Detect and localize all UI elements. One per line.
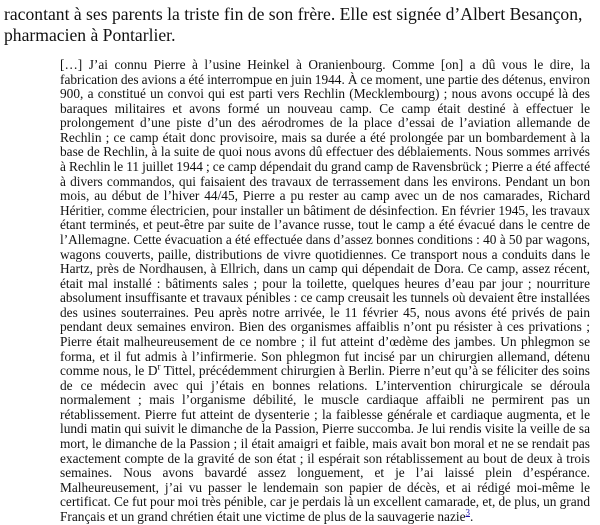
intro-paragraph: racontant à ses parents la triste fin de son frère. Elle est signée d’Albert Besançon, pharmacien à Pontarlier. [4,4,583,45]
quote-text-part-2: Tittel, précédemment chirurgien à Berlin. Pierre n’eut qu’à se féliciter des soins de ce médecin avec qui j’étais en bonnes relations. L’intervention chirurgicale se déroula normalement ; mais l’organisme débilité, le muscle cardiaque affaibli ne permirent pas un rétablissement. Pierre fut atteint de dysenterie ; la faiblesse générale et cardiaque augmenta, et le lundi matin qui suivit le dimanche de la Passion, Pierre succomba. Je lui rendis visite la veille de sa mort, le dimanche de la Passion ; il était amaigri et faible, mais avait bon moral et ne se rendait pas exactement compte de la gravité de son état ; il espérait son rétablissement au bout de deux à trois semaines. Nous avons bavardé assez longuement, et je l’ai laissé plein d’espérance. Malheureusement, j’ai vu passer le lendemain son papier de décès, et ai rédigé moi-même le certificat. Ce fut pour moi très pénible, car je perdais là un excellent camarade, et, de plus, un grand Français et un grand chrétien était une victime de plus de la sauvagerie nazie [60,363,590,524]
footnote-link[interactable]: 3 [465,507,471,518]
quote-text-part-1: […] J’ai connu Pierre à l’usine Heinkel à Oranienbourg. Comme [on] a dû vous le dire, la fabrication des avions a été interrompue en juin 1944. À ce moment, une partie des détenus, environ 900, a constitué un convoi qui est parti vers Rechlin (Mecklembourg) ; nous avons occupé là des baraques militaires et avons formé un nouveau camp. Ce camp était destiné à effectuer le prolongement d’une piste d’un des aérodromes de la place d’essai de l’aviation allemande de Rechlin ; ce camp était donc provisoire, mais sa durée a été prolongée par un bombardement à la base de Rechlin, à la suite de quoi nous avons dû effectuer des déblaiements. Nous sommes arrivés à Rechlin le 11 juillet 1944 ; ce camp dépendait du grand camp de Ravensbrück ; Pierre a été affecté à divers commandos, qui faisaient des travaux de terrassement dans les environs. Pendant un bon mois, au début de l’hiver 44/45, Pierre a pu rester au camp avec un de nos camarades, Richard Héritier, comme électricien, pour installer un bâtiment de désinfection. En février 1945, les travaux étant terminés, et peut-être par suite de l’avance russe, tout le camp a été évacué dans le centre de l’Allemagne. Cette évacuation a été effectuée dans d’assez bonnes conditions : 40 à 50 par wagons, wagons couverts, paille, distributions de vivre quotidiennes. Ce transport nous a conduits dans le Hartz, près de Nordhausen, à Ellrich, dans un camp qui dépendait de Dora. Ce camp, assez récent, était mal installé : bâtiments sales ; pour la toilette, quelques heures d’eau par jour ; nourriture absolument insuffisante et travaux pénibles : ce camp creusait les tunnels où devaient être installées des usines souterraines. Peu après notre arrivée, le 11 février 45, nous avons été privés de pain pendant deux semaines environ. Bien des organismes affaiblis n’ont pu résister à ces privations ; Pierre était malheureusement de ce nombre ; il fut atteint d’œdème des jambes. Un phlegmon se forma, et il fut admis à l’infirmerie. Son phlegmon fut incisé par un chirurgien allemand, détenu comme nous, le D [60,57,590,379]
doctor-abbreviation-superscript: r [157,361,161,372]
letter-quote-block [60,58,590,525]
quote-text-part-3: . [470,508,474,524]
